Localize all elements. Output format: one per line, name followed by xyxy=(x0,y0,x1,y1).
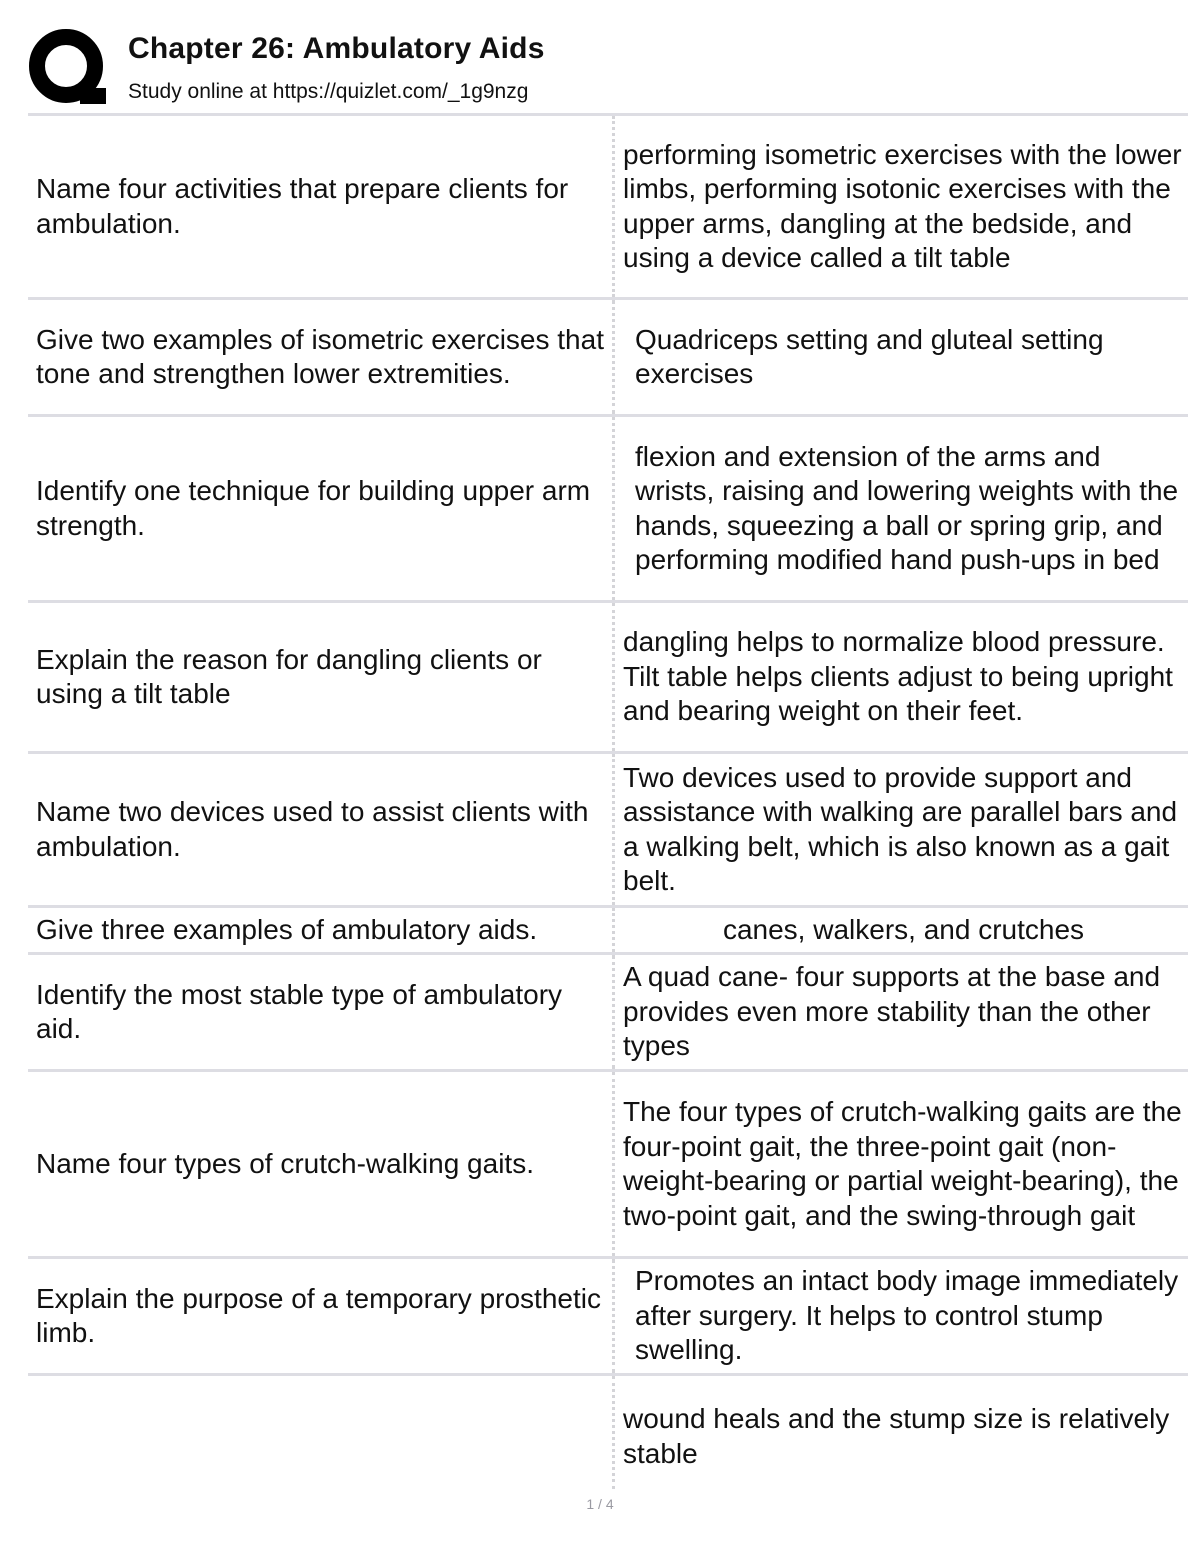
page-header xyxy=(28,28,1173,112)
table-row xyxy=(28,602,1188,753)
card-term: Give three examples of ambulatory aids. xyxy=(28,907,614,954)
card-definition: dangling helps to normalize blood pressure. Tilt table helps clients adjust to being upright and bearing weight on their feet. xyxy=(614,602,1189,753)
card-term: Explain the reason for dangling clients or using a tilt table xyxy=(28,602,614,753)
card-definition: A quad cane- four supports at the base and provides even more stability than the other types xyxy=(614,954,1189,1071)
table-row xyxy=(28,1258,1188,1375)
card-term: Identify one technique for building upper arm strength. xyxy=(28,416,614,602)
card-term xyxy=(28,1375,614,1490)
card-term: Explain the purpose of a temporary prosthetic limb. xyxy=(28,1258,614,1375)
page-title: Chapter 26: Ambulatory Aids xyxy=(128,32,545,65)
quizlet-q-logo-icon xyxy=(28,28,108,108)
table-row xyxy=(28,416,1188,602)
table-row xyxy=(28,753,1188,907)
card-term: Name two devices used to assist clients with ambulation. xyxy=(28,753,614,907)
card-term: Name four activities that prepare clients for ambulation. xyxy=(28,115,614,299)
card-definition: wound heals and the stump size is relatively stable xyxy=(614,1375,1189,1490)
table-row xyxy=(28,907,1188,954)
card-definition: flexion and extension of the arms and wrists, raising and lowering weights with the hands, squeezing a ball or spring grip, and performing modified hand push-ups in bed xyxy=(614,416,1189,602)
table-row xyxy=(28,1071,1188,1258)
card-definition: performing isometric exercises with the lower limbs, performing isotonic exercises with the upper arms, dangling at the bedside, and using a device called a tilt table xyxy=(614,115,1189,299)
card-definition: Two devices used to provide support and assistance with walking are parallel bars and a walking belt, which is also known as a gait belt. xyxy=(614,753,1189,907)
card-definition: Quadriceps setting and gluteal setting exercises xyxy=(614,299,1189,416)
table-row xyxy=(28,1375,1188,1490)
flashcard-table xyxy=(28,113,1188,1489)
card-definition: Promotes an intact body image immediately after surgery. It helps to control stump swelling. xyxy=(614,1258,1189,1375)
table-row xyxy=(28,299,1188,416)
table-row xyxy=(28,115,1188,299)
card-term: Identify the most stable type of ambulatory aid. xyxy=(28,954,614,1071)
table-row xyxy=(28,954,1188,1071)
page-number: 1 / 4 xyxy=(586,1496,614,1512)
card-definition: canes, walkers, and crutches xyxy=(614,907,1189,954)
study-link[interactable]: Study online at https://quizlet.com/_1g9nzg xyxy=(128,80,529,103)
card-term: Name four types of crutch-walking gaits. xyxy=(28,1071,614,1258)
card-definition: The four types of crutch-walking gaits are the four-point gait, the three-point gait (non-weight-bearing or partial weight-bearing), the two-point gait, and the swing-through gait xyxy=(614,1071,1189,1258)
card-term: Give two examples of isometric exercises that tone and strengthen lower extremities. xyxy=(28,299,614,416)
